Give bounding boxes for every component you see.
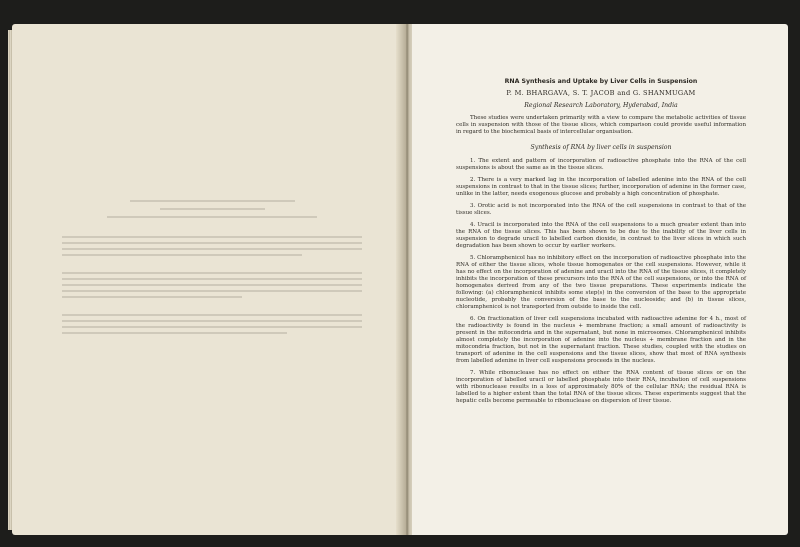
article — [456, 78, 746, 410]
numbered-paragraph: 1. The extent and pattern of incorporation of radioactive phosphate into the RNA of the cell suspensions is about the same as in the tissue slices. — [456, 158, 746, 171]
numbered-paragraph: 2. There is a very marked lag in the incorporation of labelled adenine into the RNA of the cell suspensions in contrast to that in the tissue slices; further, incorporation of adenine in the former case, unlike in the latter, needs exogenous glucose and probably a high concentration of phosphate. — [456, 177, 746, 197]
numbered-paragraph: 4. Uracil is incorporated into the RNA of the cell suspensions to a much greater extent than into the RNA of the tissue slices. This has been shown to be due to the inability of the liver cells in suspension to degrade uracil to labelled carbon dioxide, in contrast to the liver slices in which such degradation has been shown to occur by earlier workers. — [456, 222, 746, 249]
article-authors: P. M. BHARGAVA, S. T. JACOB and G. SHANMUGAM — [506, 89, 696, 97]
numbered-paragraph: 7. While ribonuclease has no effect on either the RNA content of tissue slices or on the incorporation of labelled uracil or labelled phosphate into their RNA, incubation of cell suspensions with ribonuclease results in a loss of approximately 80% of the cellular RNA; the residual RNA is labelled to a higher extent than the total RNA of the tissue slices. These experiments suggest that the hepatic cells become permeable to ribonuclease on dispersion of liver tissue. — [456, 370, 746, 404]
article-affiliation: Regional Research Laboratory, Hyderabad, India — [524, 102, 678, 109]
intro-paragraph: These studies were undertaken primarily with a view to compare the metabolic activities of tissue cells in suspension with those of the tissue slices, which comparison could provide useful information in regard to the biochemical basis of intercellular organisation. — [456, 115, 746, 135]
show-through-text — [62, 194, 362, 338]
numbered-paragraph: 3. Orotic acid is not incorporated into the RNA of the cell suspensions in contrast to that of the tissue slices. — [456, 203, 746, 216]
section-heading: Synthesis of RNA by liver cells in suspension — [530, 144, 672, 151]
article-title: RNA Synthesis and Uptake by Liver Cells in Suspension — [504, 78, 698, 85]
numbered-paragraph: 6. On fractionation of liver cell suspensions incubated with radioactive adenine for 4 h., most of the radioactivity is found in the nucleus + membrane fraction; a small amount of radioactivity is present in the mitocondria and in the supernatant, but none in microsomes. Chloramphenicol inhibits almost completely the incorporation of adenine into the nucleus + membrane fraction and in the mitocondria fraction, but not in the supernatant fraction. These studies, coupled with the studies on transport of adenine in the cell suspensions and the tissue slices, show that most of RNA synthesis from labelled adenine in liver cell suspensions proceeds in the nucleus. — [456, 316, 746, 364]
left-page — [12, 24, 407, 535]
numbered-paragraph: 5. Chloramphenicol has no inhibitory effect on the incorporation of radioactive phosphate into the RNA of either the tissue slices, whole tissue homogenates or the cell suspensions. However, while it has no effect on the incorporation of adenine and uracil into the RNA of the tissue slices, it completely inhibits the incorporation of these precursors into the RNA of the cell suspensions, or into the RNA of homogenates derived from any of the two tissue preparations. These experiments indicate the following: (a) chloramphenicol inhibits some step(s) in the conversion of the base to the appropriate nucleotide, probably the conversion of the base to the nucleoside; and (b) in tissue slices, chloramphenicol is not transported from outside to inside the cell. — [456, 255, 746, 310]
